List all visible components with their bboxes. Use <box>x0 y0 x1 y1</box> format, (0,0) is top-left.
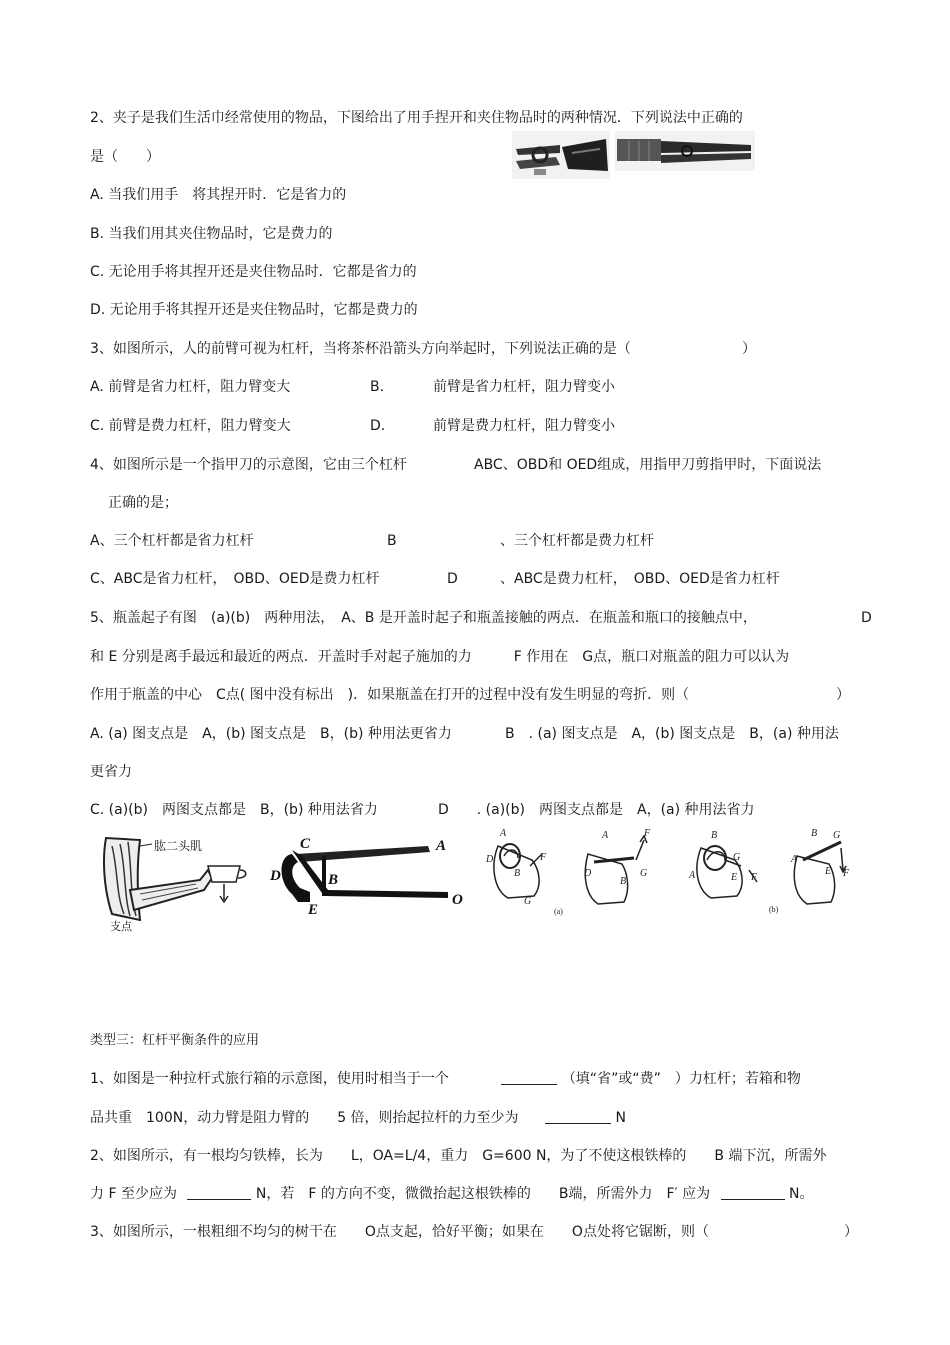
opener-b-label-e: E <box>731 872 738 883</box>
q3-option-c: C. 前臂是费力杠杆，阻力臂变大 <box>90 418 291 434</box>
opener-a-label-b: B <box>514 868 521 879</box>
q5-option-d: D . (a)(b) 两图支点都是 A，(a) 种用法省力 <box>438 802 755 818</box>
q5-option-c: C. (a)(b) 两图支点都是 B，(b) 种用法省力 <box>90 802 378 818</box>
answer-blank <box>187 1185 251 1200</box>
opener-a-figure <box>484 826 676 922</box>
q5-option-a: A. (a) 图支点是 A，(b) 图支点是 B，(b) 种用法更省力 <box>90 726 452 742</box>
q2-option-a: A. 当我们用手 将其捏开时．它是省力的 <box>90 187 347 203</box>
clipper-label-c: C <box>300 836 311 852</box>
answer-blank <box>501 1070 557 1085</box>
opener-a2-label-a: A <box>602 830 609 841</box>
opener-b-figure <box>685 826 855 922</box>
section-title: 类型三：杠杆平衡条件的应用 <box>90 1033 260 1048</box>
s3-q1-text2: 品共重 100N，动力臂是阻力臂的 5 倍，则抬起拉杆的力至少为 <box>90 1110 519 1126</box>
q4-option-b: 、三个杠杆都是费力杠杆 <box>500 533 654 549</box>
s3-q2-line1: 2、如图所示，有一根均匀铁棒，长为 L，OA=L/4，重力 G=600 N，为了不使这根铁棒的 B 端下沉，所需外 <box>90 1148 827 1164</box>
q3-stem: 3、如图所示，人的前臂可视为杠杆，当将茶杯沿箭头方向举起时，下列说法正确的是（ <box>90 341 631 357</box>
clip-holding-photo <box>615 131 755 175</box>
q5-stem-line1-end: D <box>861 610 872 626</box>
muscle-label: 肱二头肌 <box>154 839 203 853</box>
q5-option-b: B . (a) 图支点是 A，(b) 图支点是 B，(a) 种用法 <box>505 726 839 742</box>
q2-option-d: D. 无论用手将其捏开还是夹住物品时，它都是费力的 <box>90 302 418 318</box>
q4-stem-line1: 4、如图所示是一个指甲刀的示意图，它由三个杠杆 <box>90 457 407 473</box>
clipper-label-a: A <box>436 838 447 854</box>
s3-q1-text-cont: （填“省”或“费” ）力杠杆；若箱和物 <box>561 1071 801 1087</box>
q4-option-b-letter: B <box>387 533 397 549</box>
s3-q2-line2 <box>90 1184 814 1204</box>
opener-b2-label-e: E <box>825 866 832 877</box>
s3-q3-stem-close: ） <box>844 1224 858 1240</box>
q5-stem-line3: 作用于瓶盖的中心 C点( 图中没有标出 )．如果瓶盖在打开的过程中没有发生明显的弯折．则（ <box>90 687 690 703</box>
q3-option-d-letter: D. <box>370 418 386 434</box>
q4-option-c: C、ABC是省力杠杆， OBD、OED是费力杠杆 <box>90 571 380 587</box>
q5-option-b-cont: 更省力 <box>90 764 132 780</box>
q2-stem-line2: 是（ ） <box>90 149 160 165</box>
s3-q1-unit: N <box>615 1110 626 1126</box>
s3-q1-text: 1、如图是一种拉杆式旅行箱的示意图，使用时相当于一个 <box>90 1071 449 1087</box>
q4-stem-line1-cont: ABC、OBD和 OED组成，用指甲刀剪指甲时，下面说法 <box>474 457 822 473</box>
opener-a-label-f: F <box>540 852 547 863</box>
q5-stem-line2: 和 E 分别是离手最远和最近的两点．开盖时手对起子施加的力 F 作用在 G点，瓶口对瓶盖的阻力可以认为 <box>90 649 790 665</box>
opener-b2-label-g: G <box>833 830 841 841</box>
nail-clipper-figure <box>268 832 473 920</box>
q3-stem-close: ） <box>742 341 756 357</box>
pivot-label: 支点 <box>110 921 132 932</box>
opener-a-label-g: G <box>524 896 532 907</box>
opener-b-label-f: F <box>751 872 758 883</box>
q2-stem-line1: 2、夹子是我们生活巾经常使用的物品，下图给出了用手捏开和夹住物品时的两种情况．下列说法中正确的 <box>90 110 743 126</box>
s3-q1-line1 <box>90 1069 801 1089</box>
opener-b-label-g: G <box>733 852 741 863</box>
s3-q1-line2 <box>90 1108 626 1128</box>
q3-option-b: 前臂是省力杠杆，阻力臂变小 <box>433 379 615 395</box>
q5-stem-line3-close: ） <box>836 687 850 703</box>
s3-q3-stem: 3、如图所示，一根粗细不均匀的树干在 O点支起，恰好平衡；如果在 O点处将它锯断，则（ <box>90 1224 709 1240</box>
clipper-label-b: B <box>328 872 339 888</box>
q2-option-c: C. 无论用手将其捏开还是夹住物品时．它都是省力的 <box>90 264 417 280</box>
clipper-label-d: D <box>270 868 281 884</box>
answer-blank <box>545 1109 611 1124</box>
q4-stem-line2: 正确的是； <box>108 495 178 511</box>
answer-blank <box>721 1185 785 1200</box>
s3-q2-text: 力 F 至少应为 <box>90 1186 177 1202</box>
opener-b2-label-a: A <box>791 854 798 865</box>
q3-option-a: A. 前臂是省力杠杆，阻力臂变大 <box>90 379 291 395</box>
q4-option-a: A、三个杠杆都是省力杠杆 <box>90 533 254 549</box>
q4-option-d-letter: D <box>447 571 458 587</box>
opener-a2-label-d: D <box>584 868 592 879</box>
forearm-figure <box>100 830 258 936</box>
opener-b-label-b: B <box>711 830 718 841</box>
q3-option-d: 前臂是费力杠杆，阻力臂变小 <box>433 418 615 434</box>
q5-stem-line1: 5、瓶盖起子有图 (a)(b) 两种用法， A、B 是开盖时起子和瓶盖接触的两点．在瓶盖和瓶口的接触点中， <box>90 610 757 626</box>
opener-a2-label-g: G <box>640 868 648 879</box>
clipper-label-e: E <box>308 902 319 916</box>
opener-b2-label-f: F <box>843 868 850 879</box>
clip-open-photo <box>512 131 610 183</box>
opener-a-label-a: A <box>500 828 507 839</box>
opener-a-label-d: D <box>486 854 494 865</box>
q4-option-d: 、ABC是费力杠杆， OBD、OED是省力杠杆 <box>500 571 780 587</box>
q3-option-b-letter: B. <box>370 379 385 395</box>
opener-b2-label-b: B <box>811 828 818 839</box>
opener-b-label-a: A <box>689 870 696 881</box>
opener-a2-label-f: F <box>644 828 651 839</box>
opener-a-caption: (a) <box>554 907 563 916</box>
opener-b-caption: (b) <box>769 905 779 914</box>
s3-q2-text-cont: N，若 F 的方向不变，微微抬起这根铁棒的 B端，所需外力 F′ 应为 <box>255 1186 711 1202</box>
clipper-label-o: O <box>452 892 463 908</box>
s3-q2-unit: N。 <box>789 1186 814 1202</box>
opener-a2-label-b: B <box>620 876 627 887</box>
q2-option-b: B. 当我们用其夹住物品时，它是费力的 <box>90 226 333 242</box>
